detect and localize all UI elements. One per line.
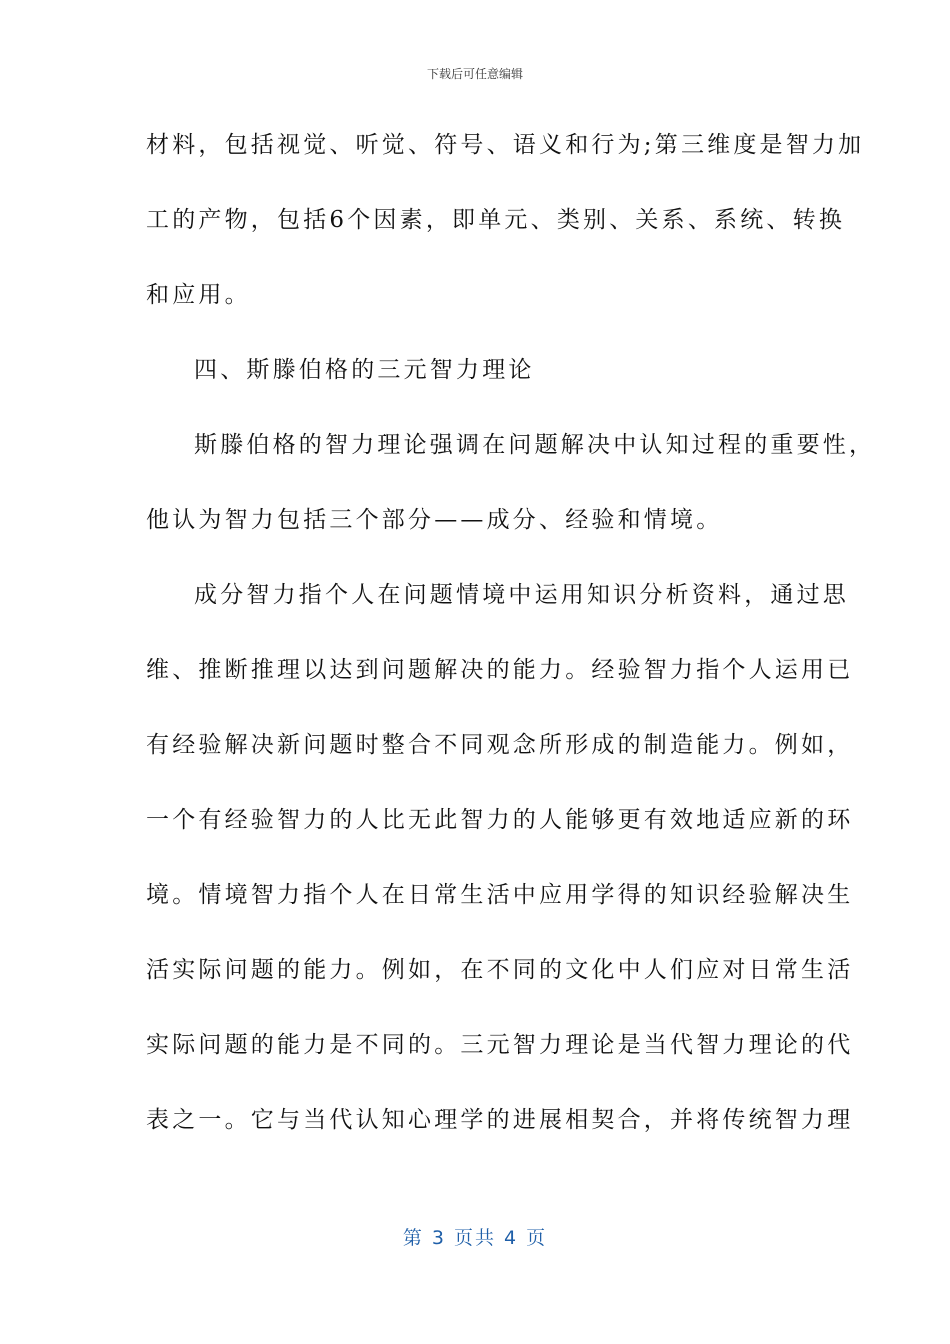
text-line: 斯滕伯格的智力理论强调在问题解决中认知过程的重要性， [194,432,876,458]
document-body [146,108,876,1158]
page-header: 下载后可任意编辑 [426,67,523,81]
text-line: 和应用。 [146,282,251,308]
text-line: 材料，包括视觉、听觉、符号、语义和行为;第三维度是智力加 [146,132,865,158]
text-line: 维、推断推理以达到问题解决的能力。经验智力指个人运用已 [146,657,854,683]
text-line: 工的产物，包括6个因素，即单元、类别、关系、系统、转换 [146,207,846,233]
text-line: 他认为智力包括三个部分——成分、经验和情境。 [146,507,723,533]
text-line: 境。情境智力指个人在日常生活中应用学得的知识经验解决生 [146,882,854,908]
text-line: 表之一。它与当代认知心理学的进展相契合，并将传统智力理 [146,1107,854,1133]
page-number-footer: 第 3 页共 4 页 [402,1227,548,1249]
text-line: 有经验解决新问题时整合不同观念所形成的制造能力。例如， [146,732,854,758]
section-heading: 四、斯滕伯格的三元智力理论 [194,357,535,383]
text-line: 一个有经验智力的人比无此智力的人能够更有效地适应新的环 [146,807,854,833]
text-line: 成分智力指个人在问题情境中运用知识分析资料，通过思 [194,582,849,608]
text-line: 实际问题的能力是不同的。三元智力理论是当代智力理论的代 [146,1032,854,1058]
text-line: 活实际问题的能力。例如，在不同的文化中人们应对日常生活 [146,957,854,983]
